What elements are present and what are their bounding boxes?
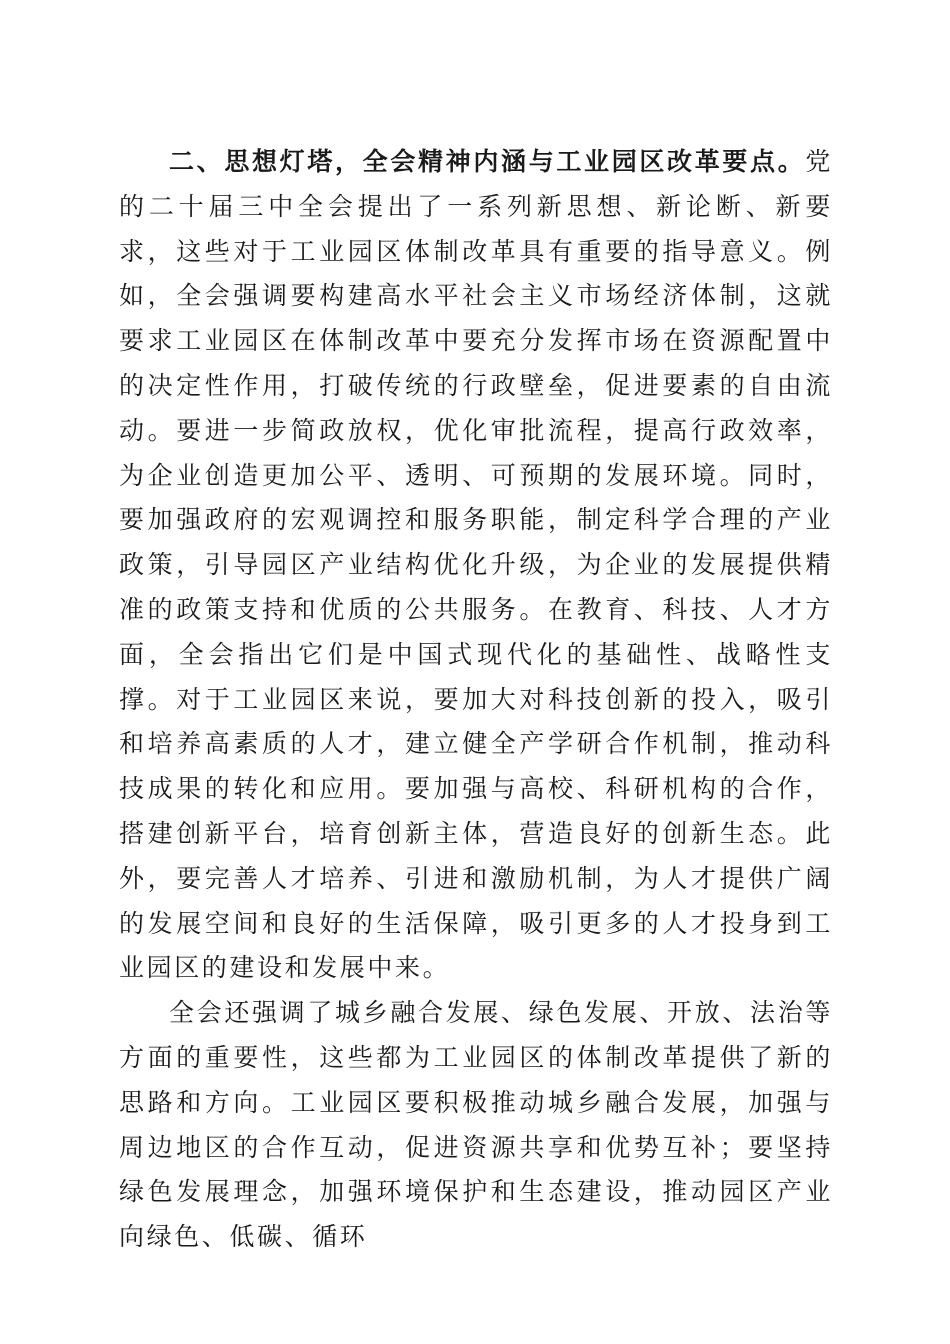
paragraph-2 bbox=[119, 991, 833, 1260]
paragraph-2-text: 全会还强调了城乡融合发展、绿色发展、开放、法治等方面的重要性，这些都为工业园区的体制改革提供了新的思路和方向。工业园区要积极推动城乡融合发展，加强与周边地区的合作互动，促进资源共享和优势互补；要坚持绿色发展理念，加强环境保护和生态建设，推动园区产业向绿色、低碳、循环 bbox=[119, 998, 833, 1252]
document-body bbox=[119, 140, 833, 1260]
section-heading: 二、思想灯塔，全会精神内涵与工业园区改革要点。 bbox=[169, 147, 806, 176]
paragraph-1 bbox=[119, 140, 833, 991]
paragraph-1-text: 党的二十届三中全会提出了一系列新思想、新论断、新要求，这些对于工业园区体制改革具有重要的指导意义。例如，全会强调要构建高水平社会主义市场经济体制，这就要求工业园区在体制改革中要充分发挥市场在资源配置中的决定性作用，打破传统的行政壁垒，促进要素的自由流动。要进一步简政放权，优化审批流程，提高行政效率，为企业创造更加公平、透明、可预期的发展环境。同时，要加强政府的宏观调控和服务职能，制定科学合理的产业政策，引导园区产业结构优化升级，为企业的发展提供精准的政策支持和优质的公共服务。在教育、科技、人才方面，全会指出它们是中国式现代化的基础性、战略性支撑。对于工业园区来说，要加大对科技创新的投入，吸引和培养高素质的人才，建立健全产学研合作机制，推动科技成果的转化和应用。要加强与高校、科研机构的合作，搭建创新平台，培育创新主体，营造良好的创新生态。此外，要完善人才培养、引进和激励机制，为人才提供广阔的发展空间和良好的生活保障，吸引更多的人才投身到工业园区的建设和发展中来。 bbox=[119, 147, 833, 983]
